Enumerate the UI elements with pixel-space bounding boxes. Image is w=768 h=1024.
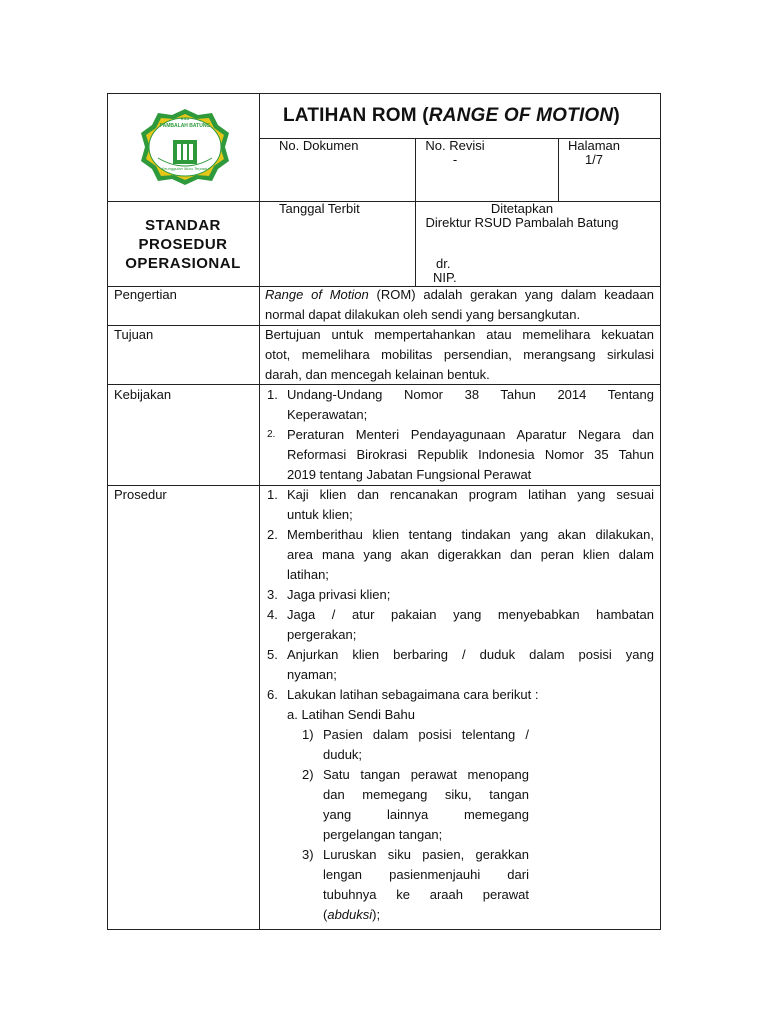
step-2-number: 2) xyxy=(302,767,314,782)
prosedur-item-4-line-2: pergerakan; xyxy=(287,627,357,642)
pengertian-line-1 xyxy=(265,285,654,305)
pengertian-term: Range of Motion xyxy=(265,287,369,302)
page-label: Halaman xyxy=(567,138,621,153)
pengertian-definition: (ROM) adalah gerakan yang dalam keadaan xyxy=(368,287,654,302)
kebijakan-label: Kebijakan xyxy=(114,387,172,402)
document-title xyxy=(283,105,653,127)
title-italic: RANGE OF MOTION xyxy=(428,105,614,126)
prosedur-item-1-line-2: untuk klien; xyxy=(287,507,353,522)
hospital-logo xyxy=(136,106,234,188)
tujuan-line-2: otot, memelihara mobilitas persendian, merangsang sirkulasi xyxy=(265,347,654,362)
doc-number-label: No. Dokumen xyxy=(279,138,359,153)
kebijakan-item-1-number: 1. xyxy=(267,387,278,402)
step-1-line-2: duduk; xyxy=(323,747,363,762)
prosedur-item-3-line-1: Jaga privasi klien; xyxy=(287,587,391,602)
prosedur-item-1-number: 1. xyxy=(267,487,278,502)
prosedur-item-6-line-1: Lakukan latihan sebagaimana cara berikut : xyxy=(287,687,539,702)
signer-nip: NIP. xyxy=(433,270,457,285)
prosedur-item-3-number: 3. xyxy=(267,587,278,602)
pengertian-label: Pengertian xyxy=(114,287,177,302)
revision-value: - xyxy=(452,152,458,167)
step-3-line-4 xyxy=(323,905,529,925)
table-border-bottom xyxy=(107,929,661,930)
step-2-line-2: dan memegang siku, tangan xyxy=(323,787,529,802)
column-divider xyxy=(259,93,260,930)
step-3-line-2: lengan pasienmenjauhi dari xyxy=(323,867,529,882)
kebijakan-item-1-line-1: Undang-Undang Nomor 38 Tahun 2014 Tentang xyxy=(287,387,654,402)
signer-name: dr. xyxy=(436,256,451,271)
table-border-top xyxy=(107,93,661,94)
kebijakan-item-2-line-2: Reformasi Birokrasi Republik Indonesia Nomor 35 Tahun xyxy=(287,447,654,462)
step-3-term: abduksi xyxy=(327,907,373,922)
step-2-line-1: Satu tangan perawat menopang xyxy=(323,767,529,782)
page-value: 1/7 xyxy=(584,152,604,167)
step-3-line-3: tubuhnya ke araah perawat xyxy=(323,887,529,902)
prosedur-item-2-line-1: Memberithau klien tentang tindakan yang akan dilakukan, xyxy=(287,527,654,542)
table-border-left xyxy=(107,93,108,930)
prosedur-item-2-number: 2. xyxy=(267,527,278,542)
step-2-line-3: yang lainnya memegang xyxy=(323,807,529,822)
step-3-paren-open: ( xyxy=(323,907,328,922)
kebijakan-item-2-line-3: 2019 tentang Jabatan Fungsional Perawat xyxy=(287,467,532,482)
prosedur-item-5-line-1: Anjurkan klien berbaring / duduk dalam posisi yang xyxy=(287,647,654,662)
title-suffix: ) xyxy=(613,105,620,126)
logo-bottom-text: Keunggulan Mutu Terpadu xyxy=(161,166,209,171)
prosedur-item-4-number: 4. xyxy=(267,607,278,622)
prosedur-item-2-line-2: area mana yang akan digerakkan dan peran klien dalam xyxy=(287,547,654,562)
approved-label: Ditetapkan xyxy=(490,201,554,216)
step-3-paren-close: ); xyxy=(372,907,381,922)
logo-arc-text: PAMBALAH BATUNG xyxy=(159,123,211,129)
pengertian-line-2: normal dapat dilakukan oleh sendi yang bersangkutan. xyxy=(265,307,581,322)
prosedur-item-5-number: 5. xyxy=(267,647,278,662)
tujuan-line-3: darah, dan mencegah kelainan bentuk. xyxy=(265,367,490,382)
kebijakan-item-2-line-1: Peraturan Menteri Pendayagunaan Aparatur Negara dan xyxy=(287,427,654,442)
step-3-number: 3) xyxy=(302,847,314,862)
prosedur-item-4-line-1: Jaga / atur pakaian yang menyebabkan hambatan xyxy=(287,607,654,622)
kebijakan-item-2-number: 2. xyxy=(267,429,276,440)
prosedur-item-2-line-3: latihan; xyxy=(287,567,329,582)
sop-label: STANDAR PROSEDUR OPERASIONAL xyxy=(125,217,241,272)
approved-by: Direktur RSUD Pambalah Batung xyxy=(425,215,619,230)
tujuan-label: Tujuan xyxy=(114,327,154,342)
prosedur-item-6-number: 6. xyxy=(267,687,278,702)
title-prefix: LATIHAN ROM ( xyxy=(283,105,429,126)
step-1-line-1: Pasien dalam posisi telentang / xyxy=(323,727,529,742)
kebijakan-item-1-line-2: Keperawatan; xyxy=(287,407,368,422)
table-border-right xyxy=(660,93,661,930)
step-1-number: 1) xyxy=(302,727,314,742)
prosedur-item-5-line-2: nyaman; xyxy=(287,667,337,682)
step-2-line-4: pergelangan tangan; xyxy=(323,827,443,842)
prosedur-item-1-line-1: Kaji klien dan rencanakan program latihan yang sesuai xyxy=(287,487,654,502)
step-3-line-1: Luruskan siku pasien, gerakkan xyxy=(323,847,529,862)
prosedur-sub-a: a. Latihan Sendi Bahu xyxy=(287,707,415,722)
revision-label: No. Revisi xyxy=(425,138,485,153)
tujuan-line-1: Bertujuan untuk mempertahankan atau memelihara kekuatan xyxy=(265,327,654,342)
issue-date-label: Tanggal Terbit xyxy=(279,201,360,216)
logo-top-text: RSU xyxy=(180,116,190,121)
prosedur-label: Prosedur xyxy=(114,487,167,502)
